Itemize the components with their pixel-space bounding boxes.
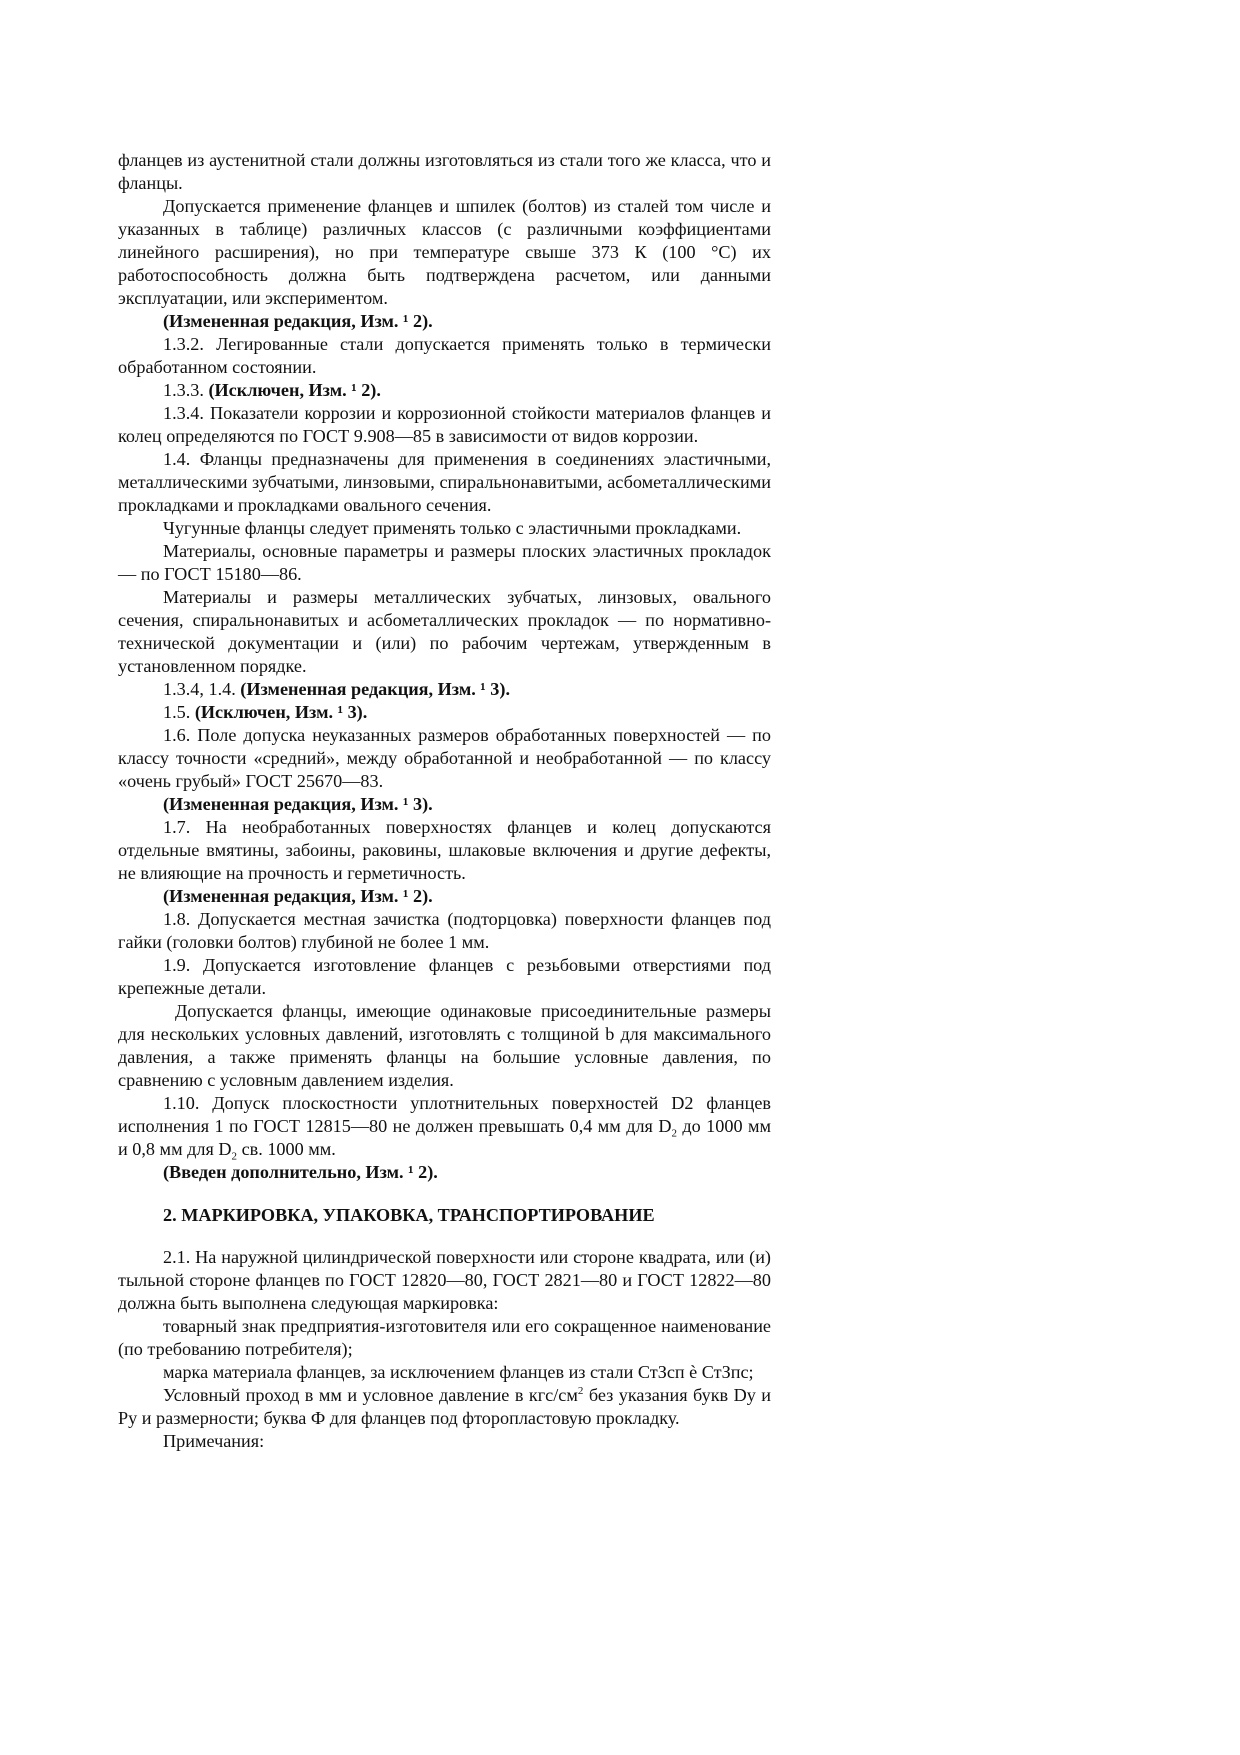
amendment-note-text: (Измененная редакция, Изм. ¹ 2). bbox=[163, 311, 433, 331]
section-heading: 2. МАРКИРОВКА, УПАКОВКА, ТРАНСПОРТИРОВАНИЕ bbox=[163, 1205, 655, 1225]
clause-1-9: 1.9. Допускается изготовление фланцев с резьбовыми отверстиями под крепежные детали. bbox=[118, 955, 771, 998]
clause-1-5 bbox=[118, 701, 771, 724]
amendment-note bbox=[118, 310, 771, 333]
clause-1-4: 1.4. Фланцы предназначены для применения в соединениях эластичными, металлическими зубчатыми, линзовыми, спиральнонавитыми, асбометаллическими прокладками и прокладками овального сечения. bbox=[118, 449, 771, 515]
amendment-note bbox=[118, 885, 771, 908]
excluded-note: (Исключен, Изм. ¹ 3). bbox=[194, 702, 368, 722]
clause-1-3-4: 1.3.4. Показатели коррозии и коррозионной стойкости материалов фланцев и колец определяются по ГОСТ 9.908—85 в зависимости от видов коррозии. bbox=[118, 403, 771, 446]
amendment-1-3-4-1-4 bbox=[118, 678, 771, 701]
paragraph-continuation: фланцев из аустенитной стали должны изготовляться из стали того же класса, что и фланцы. bbox=[118, 150, 771, 193]
amendment-note-text: (Измененная редакция, Изм. ¹ 3). bbox=[240, 679, 510, 699]
clause-number: 1.5. bbox=[163, 702, 195, 722]
amendment-note-text: (Измененная редакция, Изм. ¹ 2). bbox=[163, 886, 433, 906]
amendment-note bbox=[118, 1161, 771, 1184]
clause-1-10 bbox=[118, 1092, 771, 1161]
amendment-note-text: (Измененная редакция, Изм. ¹ 3). bbox=[163, 794, 433, 814]
clause-1-8: 1.8. Допускается местная зачистка (подторцовка) поверхности фланцев под гайки (головки болтов) глубиной не более 1 мм. bbox=[118, 909, 771, 952]
marking-text: без указания букв Dу и Pу и размерности; буква Ф для фланцев под фторопластовую прокладку. bbox=[118, 1385, 771, 1428]
paragraph-cast-iron: Чугунные фланцы следует применять только с эластичными прокладками. bbox=[163, 518, 742, 538]
marking-text: Условный проход в мм и условное давление в кгс/см bbox=[163, 1385, 578, 1405]
clause-1-7: 1.7. На необработанных поверхностях фланцев и колец допускаются отдельные вмятины, забоины, раковины, шлаковые включения и другие дефекты, не влияющие на прочность и герметичность. bbox=[118, 817, 771, 883]
document-page bbox=[118, 149, 771, 1453]
paragraph-materials: Допускается применение фланцев и шпилек (болтов) из сталей том числе и указанных в таблице) различных классов (с различными коэффициентами линейного расширения), но при температуре свыше 373 К (100 °С) их работоспособность должна быть подтверждена расчетом, или данными эксплуатации, или экспериментом. bbox=[118, 196, 771, 308]
marking-item-material: марка материала фланцев, за исключением фланцев из стали СтЗсп è СтЗпс; bbox=[163, 1362, 754, 1382]
clause-text: до 1000 мм и 0,8 мм для D bbox=[118, 1116, 771, 1159]
paragraph-pressure-flanges: Допускается фланцы, имеющие одинаковые присоединительные размеры для нескольких условных давлений, изготовлять с толщиной b для максимального давления, а также применять фланцы на большие условные давления, по сравнению с условным давлением изделия. bbox=[118, 1001, 771, 1090]
clause-text: св. 1000 мм. bbox=[237, 1139, 336, 1159]
clause-text: 1.10. Допуск плоскостности уплотнительных поверхностей D2 фланцев исполнения 1 по ГОСТ 12815—80 не должен превышать 0,4 мм для D bbox=[118, 1093, 771, 1136]
clause-number: 1.3.4, 1.4. bbox=[163, 679, 241, 699]
subscript: 2 bbox=[671, 1127, 677, 1140]
paragraph-elastic-gaskets: Материалы, основные параметры и размеры плоских эластичных прокладок — по ГОСТ 15180—86. bbox=[118, 541, 771, 584]
marking-item-trademark: товарный знак предприятия-изготовителя или его сокращенное наименование (по требованию потребителя); bbox=[118, 1316, 771, 1359]
subscript: 2 bbox=[231, 1150, 238, 1163]
clause-1-3-3 bbox=[118, 379, 771, 402]
notes-label: Примечания: bbox=[163, 1431, 265, 1451]
excluded-note: (Исключен, Изм. ¹ 2). bbox=[208, 380, 381, 400]
clause-2-1: 2.1. На наружной цилиндрической поверхности или стороне квадрата, или (и) тыльной стороне фланцев по ГОСТ 12820—80, ГОСТ 2821—80 и ГОСТ 12822—80 должна быть выполнена следующая маркировка: bbox=[118, 1247, 771, 1313]
superscript: 2 bbox=[577, 1384, 584, 1397]
added-note-text: (Введен дополнительно, Изм. ¹ 2). bbox=[163, 1162, 438, 1182]
clause-1-3-2: 1.3.2. Легированные стали допускается применять только в термически обработанном состоянии. bbox=[118, 334, 771, 377]
paragraph-metal-gaskets: Материалы и размеры металлических зубчатых, линзовых, овального сечения, спиральнонавитых и асбометаллических прокладок — по нормативно-технической документации и (или) по рабочим чертежам, утвержденным в установленном порядке. bbox=[118, 587, 771, 676]
clause-1-6: 1.6. Поле допуска неуказанных размеров обработанных поверхностей — по классу точности «средний», между обработанной и необработанной — по классу «очень грубый» ГОСТ 25670—83. bbox=[118, 725, 771, 791]
marking-item-nominal bbox=[118, 1384, 771, 1430]
clause-number: 1.3.3. bbox=[163, 380, 209, 400]
amendment-note bbox=[118, 793, 771, 816]
